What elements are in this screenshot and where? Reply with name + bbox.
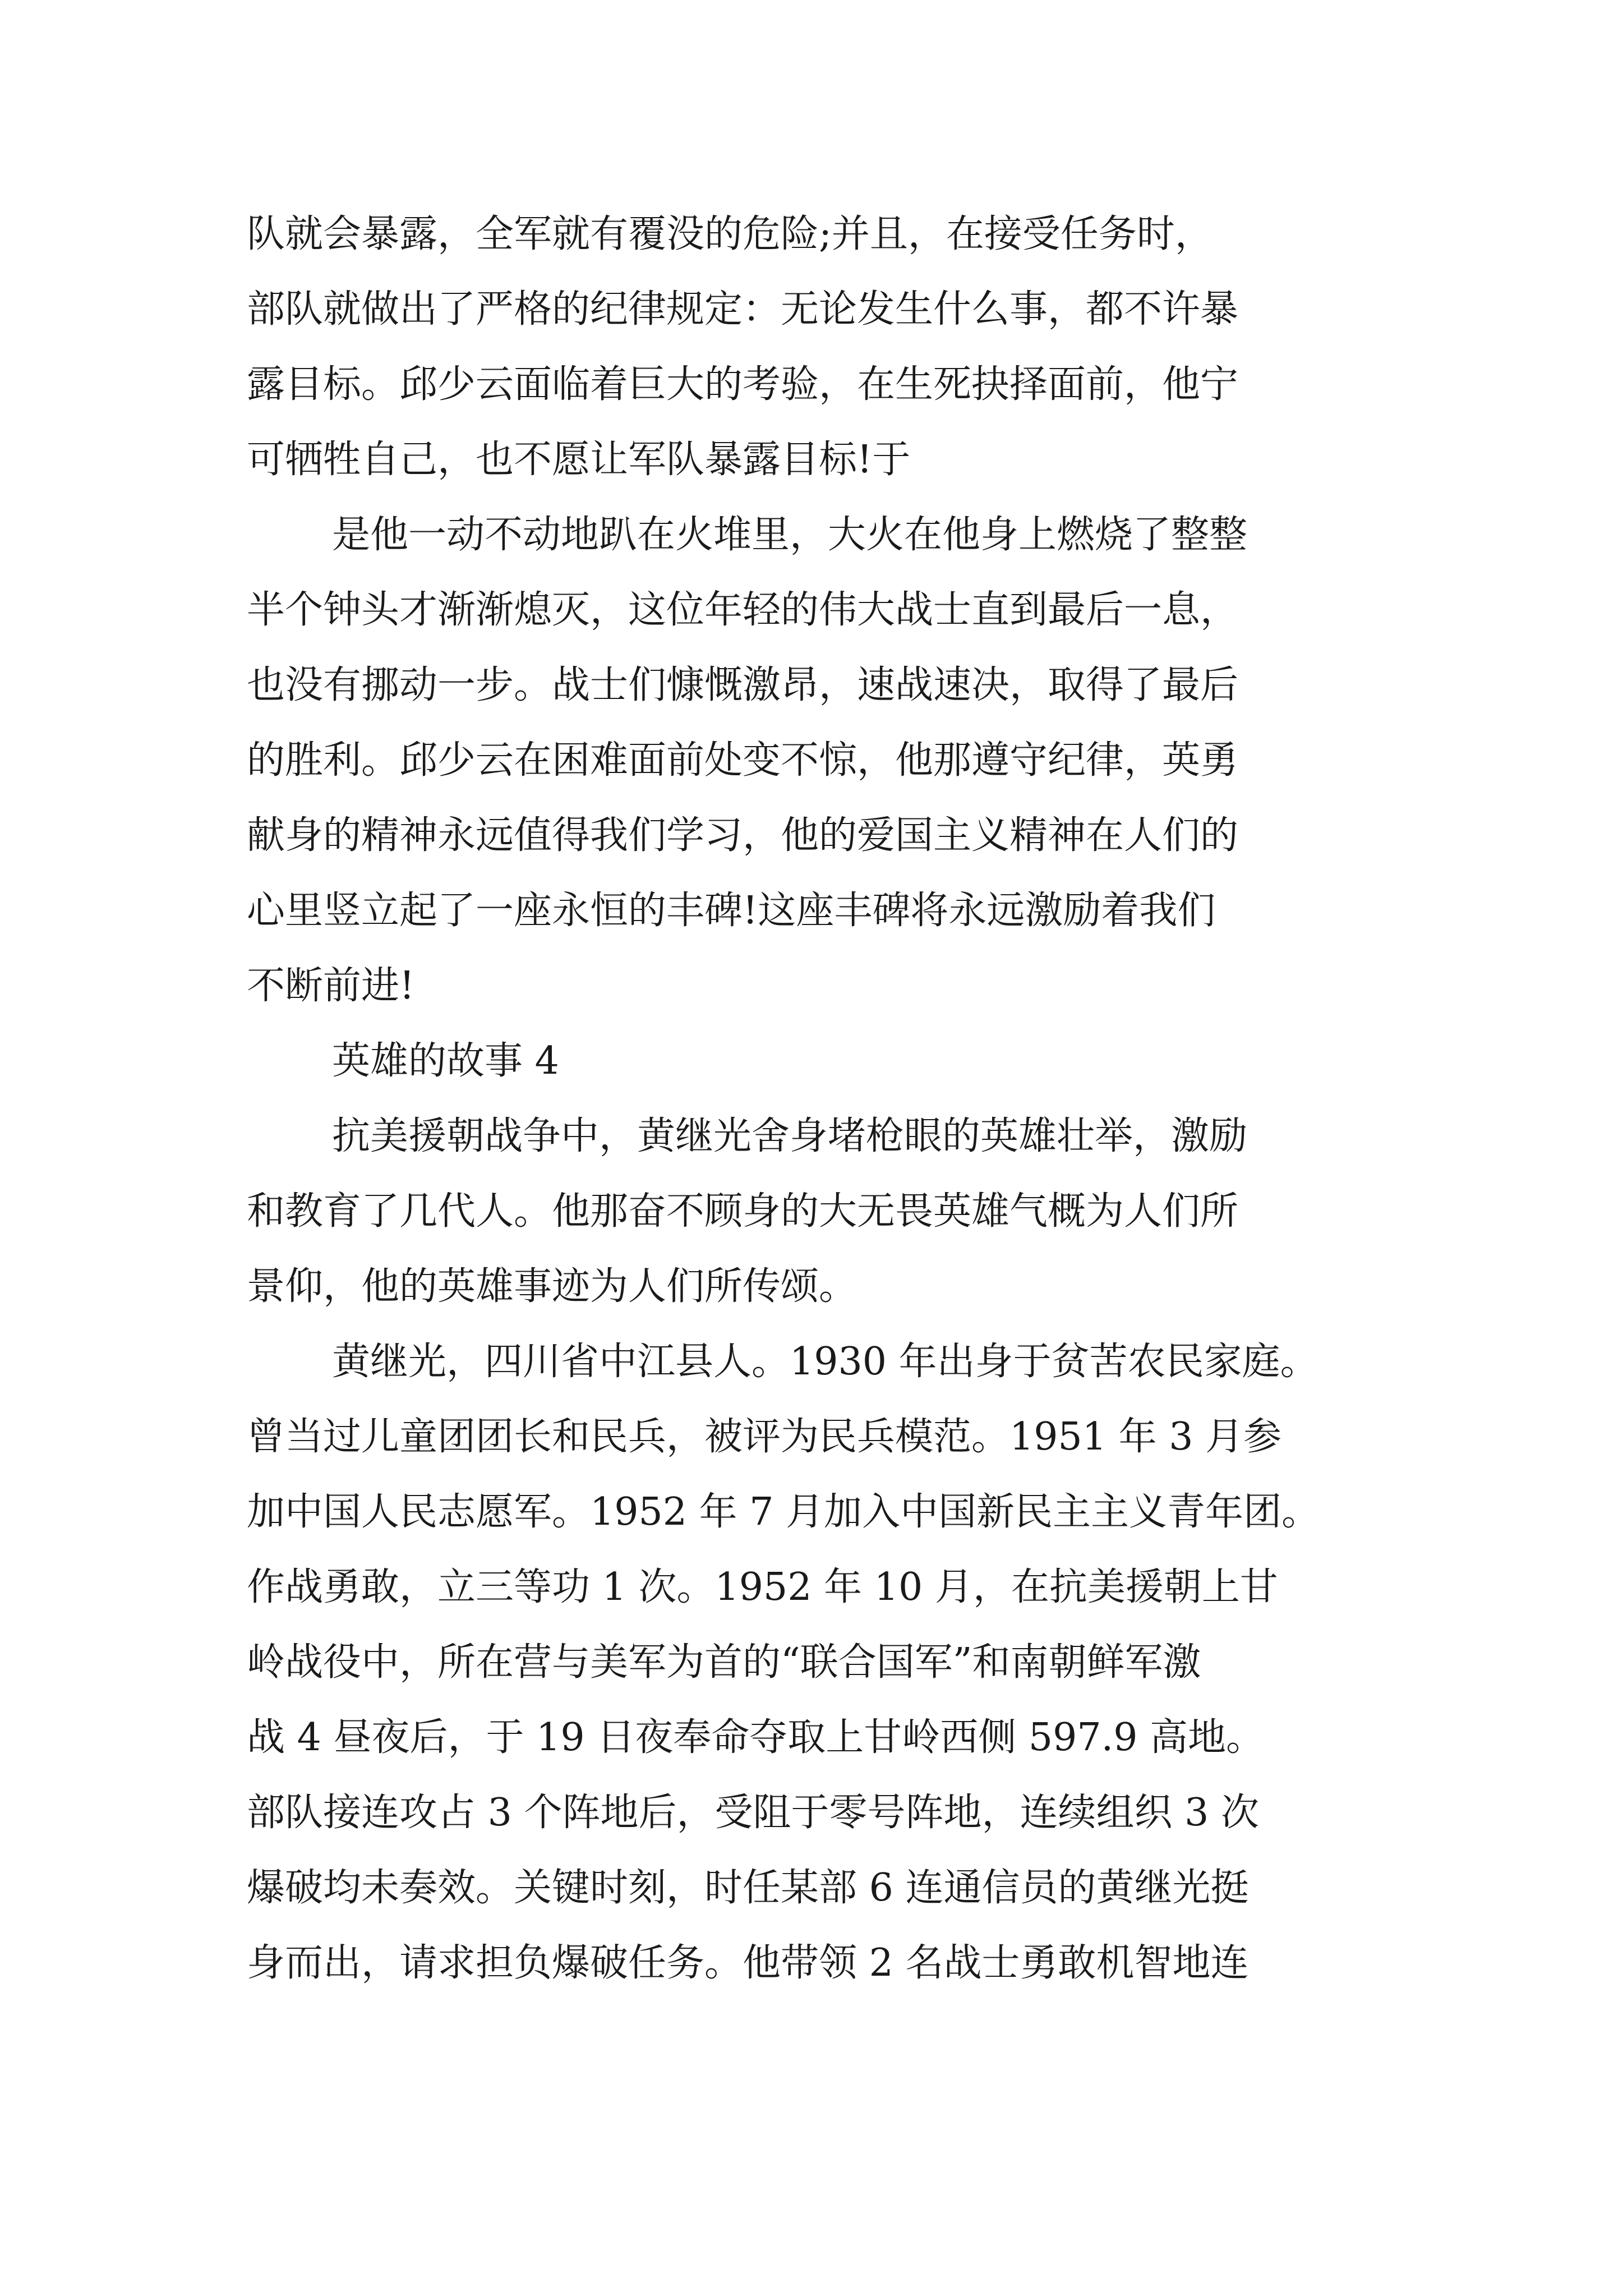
- text-line: 的胜利。邱少云在困难面前处变不惊，他那遵守纪律，英勇: [247, 738, 1239, 783]
- text-line: 加中国人民志愿军。1952 年 7 月加入中国新民主主义青年团。: [247, 1490, 1320, 1534]
- text-line: 景仰，他的英雄事迹为人们所传颂。: [247, 1264, 857, 1309]
- text-line: 黄继光，四川省中江县人。1930 年出身于贫苦农民家庭。: [332, 1340, 1318, 1384]
- text-line: 抗美援朝战争中，黄继光舍身堵枪眼的英雄壮举，激励: [332, 1114, 1248, 1158]
- text-line: 部队接连攻占 3 个阵地后，受阻于零号阵地，连续组织 3 次: [247, 1791, 1259, 1835]
- text-line: 身而出，请求担负爆破任务。他带领 2 名战士勇敢机智地连: [247, 1941, 1249, 1985]
- text-line: 也没有挪动一步。战士们慷慨激昂，速战速决，取得了最后: [247, 663, 1239, 707]
- text-line: 献身的精神永远值得我们学习，他的爱国主义精神在人们的: [247, 813, 1239, 858]
- text-line: 岭战役中，所在营与美军为首的“联合国军”和南朝鲜军激: [247, 1640, 1201, 1685]
- section-heading: 英雄的故事 4: [332, 1039, 559, 1083]
- text-line: 战 4 昼夜后，于 19 日夜奉命夺取上甘岭西侧 597.9 高地。: [247, 1715, 1265, 1760]
- text-line: 露目标。邱少云面临着巨大的考验，在生死抉择面前，他宁: [247, 362, 1239, 407]
- text-line: 不断前进!: [247, 964, 415, 1008]
- text-line: 部队就做出了严格的纪律规定：无论发生什么事，都不许暴: [247, 287, 1239, 332]
- text-line: 半个钟头才渐渐熄灭，这位年轻的伟大战士直到最后一息，: [247, 588, 1239, 632]
- text-line: 是他一动不动地趴在火堆里，大火在他身上燃烧了整整: [332, 513, 1248, 557]
- text-line: 爆破均未奏效。关键时刻，时任某部 6 连通信员的黄继光挺: [247, 1866, 1249, 1910]
- text-line: 和教育了几代人。他那奋不顾身的大无畏英雄气概为人们所: [247, 1189, 1239, 1234]
- text-line: 可牺牲自己，也不愿让军队暴露目标!于: [247, 438, 911, 482]
- text-line: 心里竖立起了一座永恒的丰碑!这座丰碑将永远激励着我们: [247, 889, 1216, 933]
- text-line: 曾当过儿童团团长和民兵，被评为民兵模范。1951 年 3 月参: [247, 1415, 1282, 1459]
- text-line: 队就会暴露，全军就有覆没的危险;并且，在接受任务时，: [247, 212, 1213, 256]
- text-line: 作战勇敢，立三等功 1 次。1952 年 10 月，在抗美援朝上甘: [247, 1565, 1278, 1609]
